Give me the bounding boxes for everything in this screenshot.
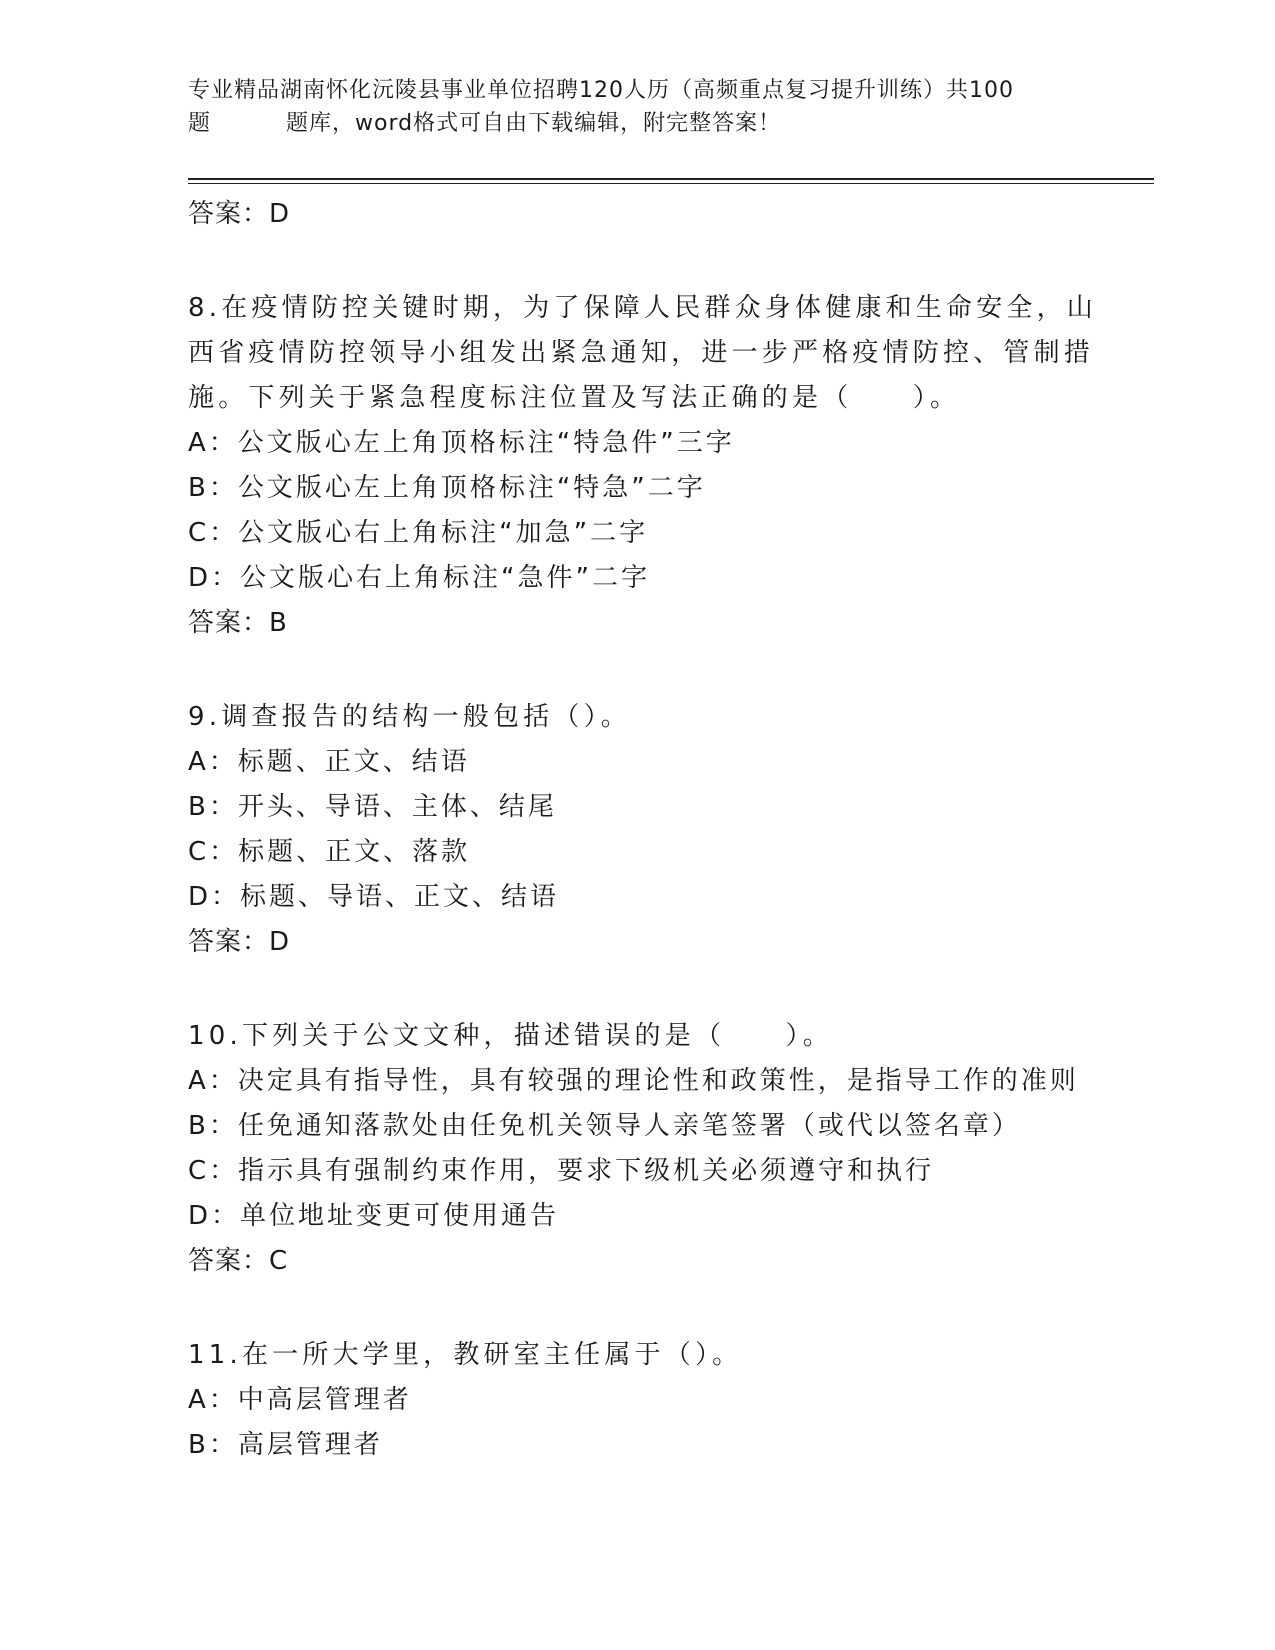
answer-previous: 答案：D <box>188 199 291 229</box>
question-11 <box>188 1333 1128 1468</box>
question-9 <box>188 695 1128 964</box>
option-b: B：开头、导语、主体、结尾 <box>188 792 557 822</box>
header-line-2-lead: 题 <box>188 111 212 136</box>
option-c: C：标题、正文、落款 <box>188 837 471 867</box>
option-d: D：标题、导语、正文、结语 <box>188 882 560 912</box>
option-d: D：单位地址变更可使用通告 <box>188 1201 560 1231</box>
option-d: D：公文版心右上角标注“急件”二字 <box>188 563 650 593</box>
header-line-2 <box>188 107 1088 140</box>
answer: 答案：B <box>188 608 288 638</box>
header-divider-thick <box>188 178 1154 180</box>
option-a: A：公文版心左上角顶格标注“特急件”三字 <box>188 428 735 458</box>
document-body <box>188 188 1128 1468</box>
document-header <box>188 74 1088 140</box>
option-b: B：公文版心左上角顶格标注“特急”二字 <box>188 473 706 503</box>
option-a: A：中高层管理者 <box>188 1385 412 1415</box>
header-line-2-rest: 题库，word格式可自由下载编辑，附完整答案！ <box>286 111 782 136</box>
option-a: A：决定具有指导性，具有较强的理论性和政策性，是指导工作的准则 <box>188 1066 1079 1096</box>
question-stem-line: 施。下列关于紧急程度标注位置及写法正确的是（ ）。 <box>188 383 961 413</box>
header-line-1: 专业精品湖南怀化沅陵县事业单位招聘120人历（高频重点复习提升训练）共100 <box>188 78 1014 103</box>
question-stem-line: 9.调查报告的结构一般包括（）。 <box>188 702 632 732</box>
header-divider-thin <box>188 183 1154 184</box>
question-stem-line: 8.在疫情防控关键时期，为了保障人民群众身体健康和生命安全，山 <box>188 293 1098 323</box>
option-a: A：标题、正文、结语 <box>188 747 470 777</box>
question-stem-line: 西省疫情防控领导小组发出紧急通知，进一步严格疫情防控、管制措 <box>188 338 1095 368</box>
question-stem-line: 11.在一所大学里，教研室主任属于（）。 <box>188 1340 743 1370</box>
option-b: B：高层管理者 <box>188 1430 383 1460</box>
answer: 答案：D <box>188 927 291 957</box>
answer: 答案：C <box>188 1246 289 1276</box>
question-10 <box>188 1014 1128 1283</box>
question-stem-line: 10.下列关于公文文种，描述错误的是（ ）。 <box>188 1021 833 1051</box>
option-c: C：公文版心右上角标注“加急”二字 <box>188 518 649 548</box>
question-8 <box>188 286 1128 645</box>
option-c: C：指示具有强制约束作用，要求下级机关必须遵守和执行 <box>188 1156 935 1186</box>
option-b: B：任免通知落款处由任免机关领导人亲笔签署（或代以签名章） <box>188 1111 1021 1141</box>
